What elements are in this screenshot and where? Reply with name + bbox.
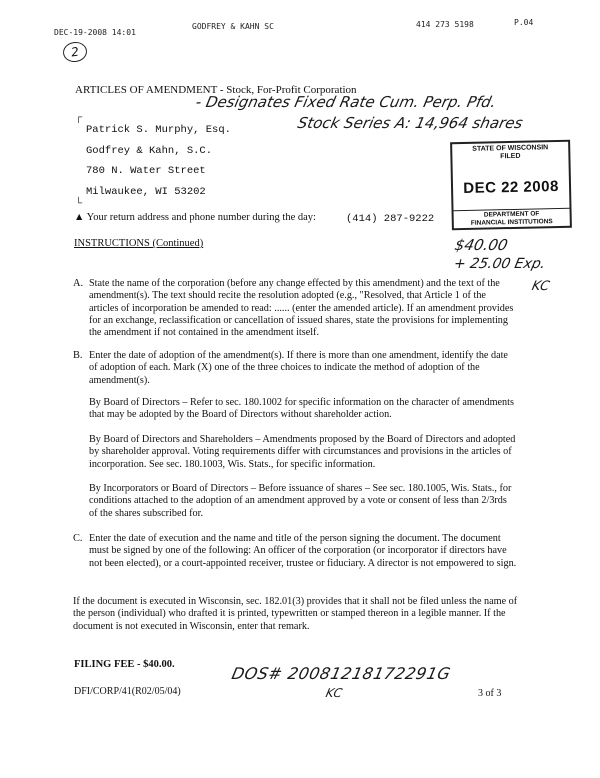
return-label: Your return address and phone number during the day: (86, 212, 316, 223)
pointer-icon: ▲ (74, 212, 85, 223)
return-label-row (74, 212, 316, 223)
circled-page-mark: 2 (62, 40, 89, 63)
fax-page: P.04 (514, 18, 534, 27)
instructions-heading: INSTRUCTIONS (Continued) (74, 238, 204, 249)
return-address-name: Patrick S. Murphy, Esq. (86, 124, 231, 136)
phone-value: (414) 287-9222 (346, 213, 435, 225)
handwritten-designation: - Designates Fixed Rate Cum. Perp. Pfd. (194, 93, 498, 111)
handwritten-shares: Stock Series A: 14,964 shares (296, 114, 525, 132)
fax-phone: 414 273 5198 (416, 20, 474, 29)
document-title: ARTICLES OF AMENDMENT - Stock, For-Profit Corporation (75, 84, 357, 96)
address-corner-top: ┌ (75, 112, 83, 123)
section-b-option-incorporators: By Incorporators or Board of Directors – Before issuance of shares – See sec. 180.1005, Wis. Stats., for conditions attached to the adoption of an amendment approved by a vote or consent of less than 2/3rds of the shares subscribed for. (89, 483, 512, 519)
section-c-letter: C. (73, 533, 83, 544)
form-id: DFI/CORP/41(R02/05/04) (74, 686, 181, 697)
handwritten-expedite-fee: + 25.00 Exp. (452, 256, 547, 272)
section-a-text: State the name of the corporation (before any change effected by this amendment) and the text of the amendment(s). The text should recite the resolution adopted (e.g., "Resolved, that Article 1 of the articles of incorporation be amended to read: ...... (enter the amended article). If an amendment provides for an exchange, reclassification or cancellation of issued shares, state the provisions for implementing the amendment if not contained in the amendment itself. (89, 278, 514, 339)
return-address-street: 780 N. Water Street (86, 165, 206, 177)
filing-fee: FILING FEE - $40.00. (74, 659, 175, 670)
address-corner-bottom: └ (75, 198, 83, 209)
return-address-city: Milwaukee, WI 53202 (86, 186, 206, 198)
wisconsin-execution-note: If the document is executed in Wisconsin, sec. 182.01(3) provides that it shall not be filed unless the name of the person (individual) who drafted it is printed, typewritten or stamped thereon in a legible manner. If the document is not executed in Wisconsin, enter that remark. (73, 596, 518, 632)
section-b-text: Enter the date of adoption of the amendment(s). If there is more than one amendment, identify the date of adoption of each. Mark (X) one of the three choices to indicate the method of adoption of the amendment(s). (89, 350, 508, 386)
section-b-option-shareholders: By Board of Directors and Shareholders – Amendments proposed by the Board of Directors and adopted by shareholder approval. Voting requirements differ with circumstances and provisions in the articles of incorporation. See sec. 180.1003, Wis. Stats., for specific information. (89, 434, 516, 470)
section-b-letter: B. (73, 350, 83, 361)
fax-date-time: DEC-19-2008 14:01 (54, 28, 136, 37)
handwritten-doc-initials: KC (324, 686, 344, 700)
return-address-firm: Godfrey & Kahn, S.C. (86, 145, 213, 157)
section-a-letter: A. (73, 278, 84, 289)
filed-stamp (450, 140, 572, 230)
stamp-footer: DEPARTMENT OF FINANCIAL INSTITUTIONS (454, 208, 570, 227)
handwritten-document-number: DOS# 20081218172291G (229, 664, 453, 683)
section-b-option-directors: By Board of Directors – Refer to sec. 180.1002 for specific information on the character of amendments that may be adopted by the Board of Directors without shareholder action. (89, 397, 514, 421)
handwritten-initials: KC (530, 279, 551, 294)
handwritten-fee: $40.00 (453, 236, 510, 254)
section-c-text: Enter the date of execution and the name and title of the person signing the document. The document must be signed by one of the following: An officer of the corporation (or incorporator if directors have not been elected), or a court-appointed receiver, trustee or fiduciary. A director is not empowered to sign. (89, 533, 517, 569)
stamp-header: STATE OF WISCONSIN FILED (472, 144, 549, 161)
fax-sender: GODFREY & KAHN SC (192, 22, 274, 31)
stamp-date: DEC 22 2008 (463, 178, 560, 197)
page-count: 3 of 3 (478, 688, 502, 699)
